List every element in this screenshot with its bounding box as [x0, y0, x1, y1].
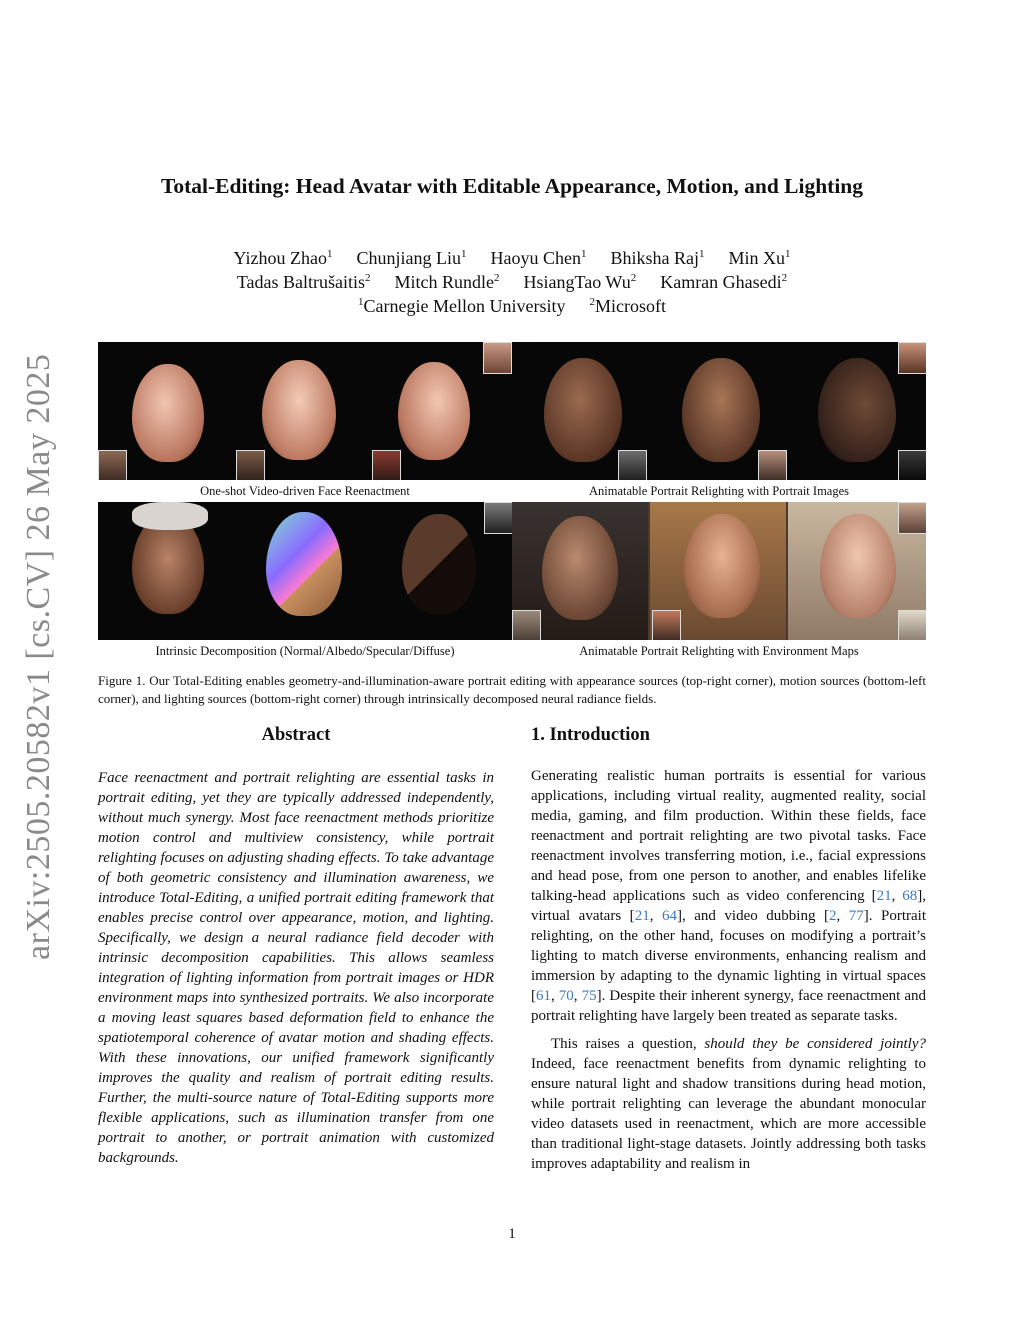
authors-row-1	[0, 248, 1024, 269]
citation-link[interactable]: 70	[558, 988, 574, 1004]
figure-1	[98, 342, 926, 658]
sub-caption: One-shot Video-driven Face Reenactment	[200, 484, 410, 498]
citation-link[interactable]: 64	[661, 908, 677, 924]
introduction-paragraph-2: This raises a question, should they be considered jointly? Indeed, face reenactment benefits from dynamic relighting to ensure natural light and shadow transitions during head motion, while portrait relighting can leverage the abundant monocular video datasets used in reenactment, which are more accessible than traditional light-stage datasets. Jointly addressing both tasks improves adaptability and realism in	[531, 1036, 927, 1172]
sub-caption: Intrinsic Decomposition (Normal/Albedo/Specular/Diffuse)	[155, 644, 455, 658]
citation-link[interactable]: 61	[536, 988, 551, 1004]
panel-intrinsic-decomposition	[98, 502, 512, 640]
lighting-source-thumb	[618, 450, 647, 480]
motion-source-thumb	[236, 450, 265, 480]
motion-source-thumb	[98, 450, 127, 480]
lighting-source-thumb	[758, 450, 787, 480]
appearance-source-thumb	[483, 342, 512, 374]
citation-link[interactable]: 21	[876, 888, 892, 904]
citation-link[interactable]: 68	[902, 888, 918, 904]
sub-caption: Animatable Portrait Relighting with Portrait Images	[588, 484, 850, 498]
author: Bhiksha Raj$^1$	[610, 248, 705, 268]
author: Yizhou Zhao$^1$	[233, 248, 333, 268]
affiliations	[0, 296, 1024, 317]
citation-link[interactable]: 77	[848, 908, 864, 924]
abstract-text: Face reenactment and portrait relighting are essential tasks in portrait editing, yet they are typically addressed independently, without much synergy. Most face reenactment methods prioritize motion control and multiview consistency, while portrait relighting focuses on adjusting shading effects. To take advantage of both geometric consistency and illumination awareness, we introduce Total-Editing, a unified portrait editing framework that enables precise control over appearance, motion, and lighting. Specifically, we design a neural radiance field decoder with intrinsic decomposition capabilities. This allows seamless integration of lighting information from portrait images or HDR environment maps into synthesized portraits. We also incorporate a moving least squares based deformation field to enhance the spatiotemporal coherence of avatar motion and shading effects. With these innovations, our unified framework significantly improves the quality and realism of portrait editing results. Further, the multi-source nature of Total-Editing supports more flexible applications, such as illumination transfer from one portrait to another, or portrait animation with customized backgrounds.	[98, 770, 494, 1166]
page-number: 1	[508, 1226, 516, 1242]
motion-source-thumb	[372, 450, 401, 480]
author: Haoyu Chen$^1$	[490, 248, 587, 268]
introduction-paragraph-1: Generating realistic human portraits is essential for various applications, including virtual reality, augmented reality, social media, gaming, and film production. Within these fields, face reenactment and portrait relighting are two pivotal tasks. Face reenactment involves transferring motion, i.e., facial expressions and head pose, from one person to another, and enables lifelike talking-head applications such as video conferencing [21, 68], virtual avatars [21, 64], and video dubbing [2, 77]. Portrait relighting, on the other hand, focuses on modifying a portrait’s lighting to match diverse environments, enhancing realism and immersion by adapting to the dynamic lighting in virtual spaces [61, 70, 75]. Despite their inherent synergy, face reenactment and portrait relighting have largely been treated as separate tasks.	[531, 768, 927, 1024]
panel-relighting-envmap	[512, 502, 926, 640]
figure-caption	[98, 672, 926, 708]
author: Tadas Baltrušaitis$^2$	[236, 272, 371, 292]
citation-link[interactable]: 21	[634, 908, 650, 924]
figure-caption-text: Our Total-Editing enables geometry-and-illumination-aware portrait editing with appearance sources (top-right corner), motion sources (bottom-left corner), and lighting sources (bottom-right corner) through intrinsically decomposed neural radiance fields.	[98, 673, 926, 706]
abstract-heading: Abstract	[261, 725, 331, 745]
arxiv-stamp: arXiv:2505.20582v1 [cs.CV] 26 May 2025	[20, 353, 57, 960]
affiliation: $^1$Carnegie Mellon University	[358, 296, 566, 316]
author: Kamran Ghasedi$^2$	[660, 272, 788, 292]
introduction-text	[531, 766, 926, 1174]
sub-caption: Animatable Portrait Relighting with Environment Maps	[579, 644, 859, 658]
citation-link[interactable]: 75	[581, 988, 597, 1004]
affiliation: $^2$Microsoft	[589, 296, 666, 316]
introduction-heading: 1. Introduction	[531, 725, 650, 745]
author: Mitch Rundle$^2$	[394, 272, 500, 292]
panel-face-reenactment	[98, 342, 512, 480]
citation-link[interactable]: 2	[828, 908, 837, 924]
author: Chunjiang Liu$^1$	[356, 248, 467, 268]
authors-row-2	[0, 272, 1024, 293]
motion-source-thumb	[512, 610, 541, 640]
paper-title: Total-Editing: Head Avatar with Editable Appearance, Motion, and Lighting	[160, 174, 864, 198]
appearance-source-thumb	[898, 342, 926, 374]
author: HsiangTao Wu$^2$	[523, 272, 637, 292]
figure-caption-label: Figure 1.	[98, 673, 146, 688]
lighting-source-thumb	[898, 450, 926, 480]
appearance-source-thumb	[484, 502, 512, 534]
panel-relighting-portrait	[512, 342, 926, 480]
motion-source-thumb	[652, 610, 681, 640]
lighting-source-thumb	[898, 610, 926, 640]
appearance-source-thumb	[898, 502, 926, 534]
author: Min Xu$^1$	[728, 248, 791, 268]
